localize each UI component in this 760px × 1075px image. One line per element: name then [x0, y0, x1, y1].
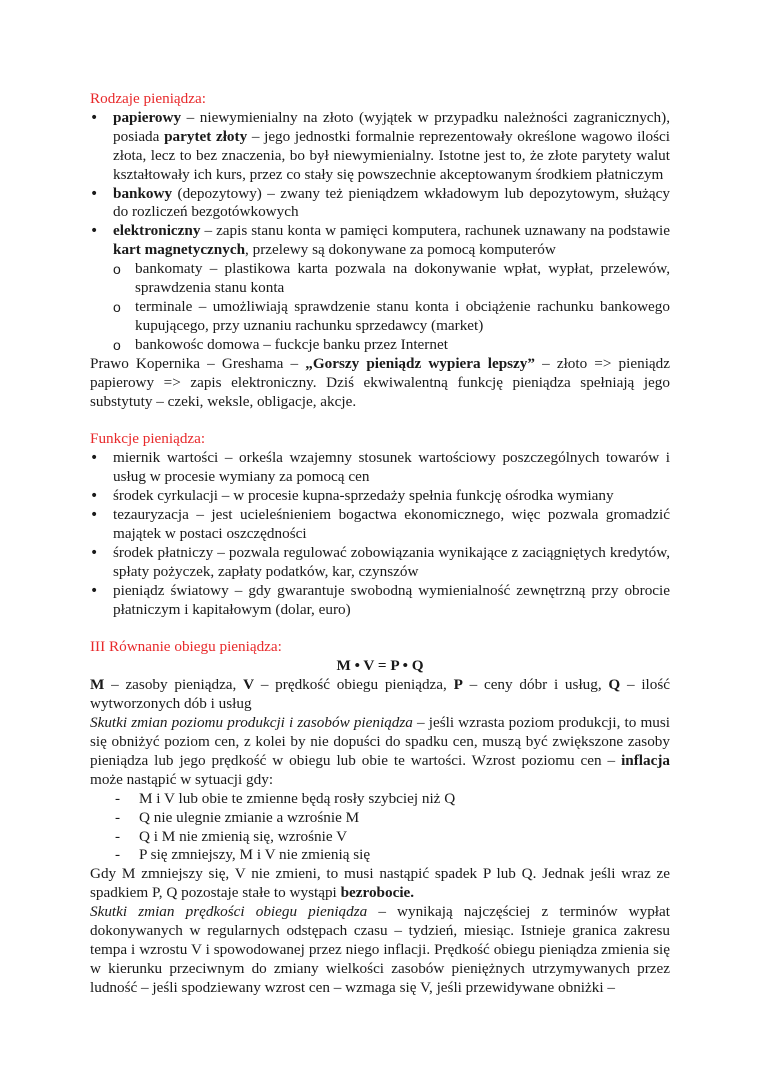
- dash-item: [90, 828, 670, 847]
- text: – zapis stanu konta w pamięci komputera, rachunek uznawany na podstawie: [200, 222, 670, 240]
- inflation-conditions-list: [90, 790, 670, 866]
- text: pieniądz światowy – gdy gwarantuje swobodną wymienialność zewnętrzną przy obrocie płatniczym i kapitałowym (dolar, euro): [113, 581, 670, 618]
- dash-bullet-icon: -: [115, 827, 121, 845]
- section-heading-rownanie: III Równanie obiegu pieniądza:: [90, 638, 282, 656]
- dash-item: [90, 809, 670, 828]
- velocity-effects-paragraph: [90, 903, 670, 998]
- gresham-law-paragraph: [90, 355, 670, 412]
- list-item: [90, 582, 670, 620]
- circle-bullet-icon: o: [113, 336, 121, 353]
- var: P: [453, 676, 463, 694]
- text: M i V lub obie te zmienne będą rosły szybciej niż Q: [139, 789, 456, 807]
- text: – niewymienialny na złoto (wyjątek w przypadku należności zagranicznych), posiada: [113, 108, 670, 145]
- document-page: [90, 90, 670, 998]
- text: – prędkość obiegu pieniądza,: [254, 676, 454, 694]
- unemployment-paragraph: [90, 865, 670, 903]
- spacer: [90, 619, 670, 638]
- money-types-list: [90, 109, 670, 260]
- bullet-icon: [90, 109, 104, 128]
- text: (depozytowy) – zwany też pieniądzem wkładowym lub depozytowym, służący do rozliczeń bezgotówkowych: [113, 184, 670, 221]
- term: kart magnetycznych: [113, 241, 246, 259]
- term: bezrobocie.: [340, 884, 415, 902]
- sublist-item: [90, 260, 670, 298]
- circle-bullet-icon: o: [113, 298, 121, 315]
- production-effects-paragraph: [90, 714, 670, 790]
- text: , przelewy są dokonywane za pomocą komputerów: [245, 241, 556, 259]
- var: Q: [608, 676, 621, 694]
- bullet-icon: [90, 544, 104, 563]
- term: inflacja: [621, 751, 670, 769]
- term: parytet złoty: [164, 127, 248, 145]
- italic-lead: Skutki zmian poziomu produkcji i zasobów pieniądza: [90, 714, 413, 732]
- text: – jego jednostki formalnie reprezentowały określone wagowo ilości złota, lecz to bez znaczenia, bo był niewymienialny. Istotne jest to, że złote parytety walut kształtowały ich kurs, przez co stały się powszechnie akceptowanym środkiem płatniczym: [113, 127, 670, 183]
- text: Prawo Kopernika – Greshama –: [90, 354, 306, 372]
- italic-lead: Skutki zmian prędkości obiegu pieniądza: [90, 903, 368, 921]
- list-item-elektroniczny: [90, 222, 670, 260]
- circle-bullet-icon: o: [113, 261, 121, 278]
- section-heading-rodzaje: Rodzaje pieniądza:: [90, 90, 206, 107]
- text: Q i M nie zmienią się, wzrośnie V: [139, 827, 348, 845]
- equation: M • V = P • Q: [336, 657, 424, 675]
- dash-bullet-icon: -: [115, 808, 121, 826]
- text: terminale – umożliwiają sprawdzenie stanu konta i obciążenie rachunku bankowego kupującego, przy uznaniu rachunku sprzedawcy (market): [135, 297, 670, 334]
- term: papierowy: [113, 108, 182, 126]
- text: – ceny dóbr i usług,: [462, 676, 609, 694]
- list-item-papierowy: [90, 109, 670, 185]
- list-item: [90, 506, 670, 544]
- sublist-item: [90, 298, 670, 336]
- equation-legend: [90, 676, 670, 714]
- text: bankowośc domowa – fuckcje banku przez Internet: [135, 335, 448, 353]
- electronic-sublist: [90, 260, 670, 355]
- term: bankowy: [113, 184, 173, 202]
- text: Q nie ulegnie zmianie a wzrośnie M: [139, 808, 360, 826]
- bullet-icon: [90, 506, 104, 525]
- text: – jeśli wzrasta poziom produkcji, to musi się obniżyć poziom cen, z kolei by nie dopuści do spadku cen, muszą być zwiększone zasoby pieniądza lub jego prędkość w obiegu lub obie te wartości. Wzrost poziomu cen –: [90, 714, 670, 769]
- list-item: [90, 449, 670, 487]
- text: miernik wartości – orkeśla wzajemny stosunek wartościowy poszczególnych towarów i usług w procesie wymiany za pomocą cen: [113, 449, 670, 486]
- text: Gdy M zmniejszy się, V nie zmieni, to musi nastąpić spadek P lub Q. Jednak jeśli wraz ze spadkiem P, Q pozostaje stałe to wystąpi: [90, 865, 670, 902]
- bullet-icon: [90, 185, 104, 204]
- section-heading-funkcje: Funkcje pieniądza:: [90, 430, 206, 448]
- text: P się zmniejszy, M i V nie zmienią się: [139, 846, 371, 864]
- text: – złoto => pieniądz papierowy => zapis elektroniczny. Dziś ekwiwalentną funkcję pieniądza spełniają jego substytuty – czeki, weksle, obligacje, akcje.: [90, 354, 670, 410]
- text: – zasoby pieniądza,: [104, 676, 244, 694]
- bullet-icon: [90, 449, 104, 468]
- text: – ilość wytworzonych dób i usług: [90, 676, 671, 713]
- var: M: [90, 676, 105, 694]
- text: – wynikają najczęściej z terminów wypłat dokonywanych w regularnych odstępach czasu – tydzień, miesiąc. Istnieje granica zakresu tempa i wzrostu V i spowodowanej przez niego inflacji. Prędkość obiegu pieniądza zmienia się w kierunku przeciwnym do zmiany wielkości zasobów pieniężnych utrzymywanych przez ludność – jeśli spodziewany wzrost cen – wzmaga się V, jeśli przewidywane obniżki –: [90, 903, 670, 996]
- spacer: [90, 411, 670, 430]
- list-item: [90, 544, 670, 582]
- term: elektroniczny: [113, 222, 201, 240]
- sublist-item: [90, 336, 670, 355]
- dash-item: [90, 846, 670, 865]
- money-functions-list: [90, 449, 670, 619]
- text: środek płatniczy – pozwala regulować zobowiązania wynikające z zaciągniętych kredytów, spłaty pożyczek, zapłaty podatków, kar, czynszów: [113, 543, 670, 580]
- list-item-bankowy: [90, 185, 670, 223]
- dash-bullet-icon: -: [115, 846, 121, 864]
- bullet-icon: [90, 222, 104, 241]
- text: środek cyrkulacji – w procesie kupna-sprzedaży spełnia funkcję ośrodka wymiany: [113, 487, 614, 505]
- dash-bullet-icon: -: [115, 789, 121, 807]
- dash-item: [90, 790, 670, 809]
- quote: „Gorszy pieniądz wypiera lepszy”: [305, 354, 535, 372]
- bullet-icon: [90, 582, 104, 601]
- text: tezauryzacja – jest ucieleśnieniem bogactwa ekonomicznego, więc pozwala gromadzić majątek w postaci oszczędności: [113, 506, 670, 542]
- list-item: [90, 487, 670, 506]
- var: V: [243, 676, 255, 694]
- text: może nastąpić w sytuacji gdy:: [90, 770, 274, 788]
- bullet-icon: [90, 487, 104, 506]
- text: bankomaty – plastikowa karta pozwala na dokonywanie wpłat, wypłat, przelewów, sprawdzenia stanu konta: [135, 260, 670, 297]
